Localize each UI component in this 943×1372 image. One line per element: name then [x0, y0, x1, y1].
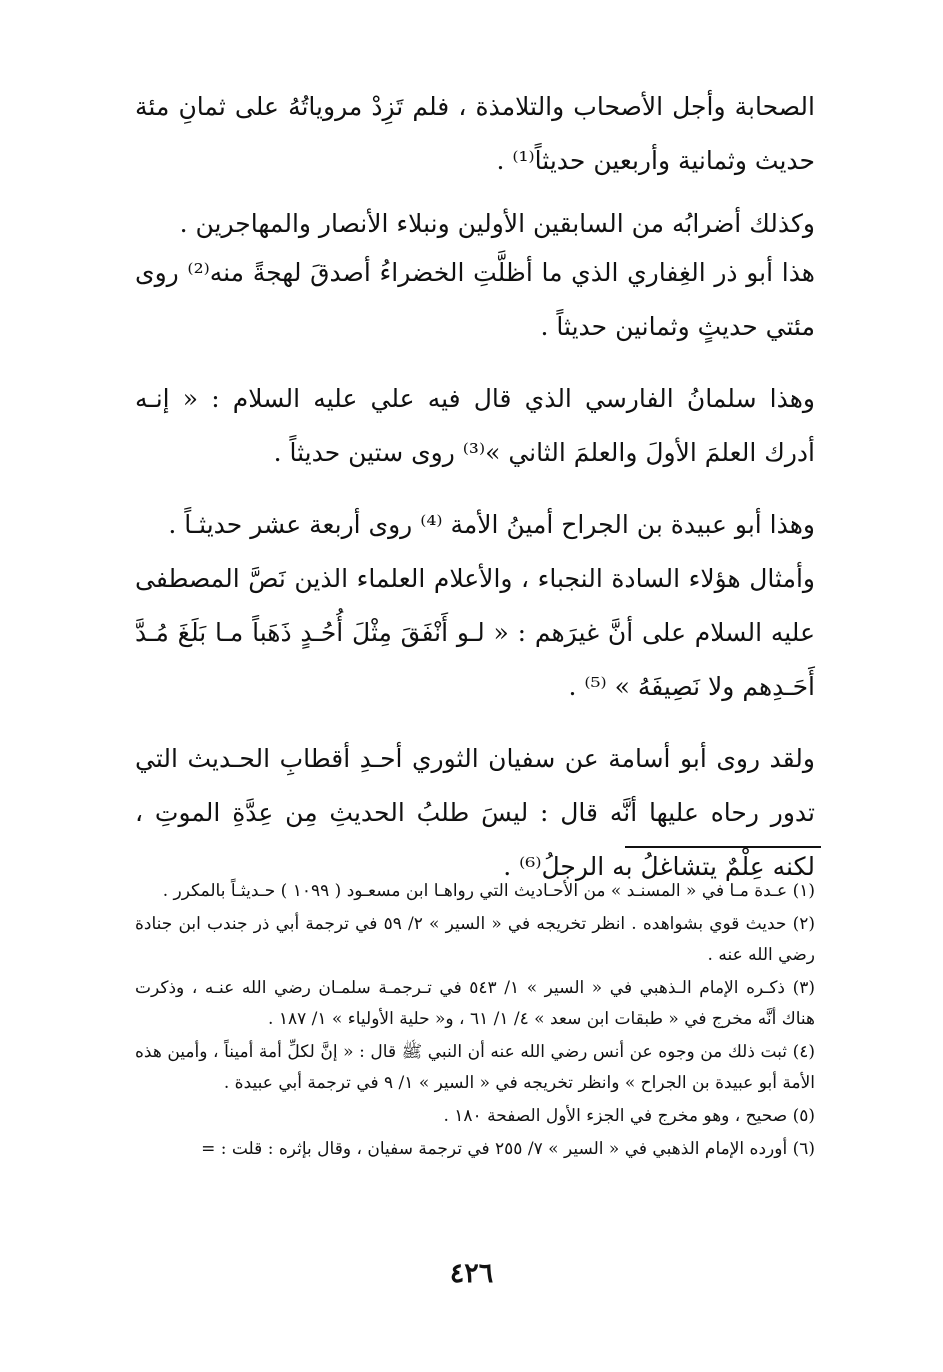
paragraph-abu-ubayda: وهذا أبو عبيدة بن الجراح أمينُ الأمة ⁽⁴⁾ روى أربعة عشر حديثـاً .: [168, 510, 815, 539]
footnote-3: (٣) ذكـره الإمام الـذهبي في « السير » ١/ ٥٤٣ في تـرجمـة سلمـان رضي الله عنـه ، وذكرت هناك أنَّه مخرج في « طبقات ابن سعد » ٤/ ١/ ٦١ ، و« حلية الأولياء » ١/ ١٨٧ .: [135, 978, 815, 1029]
footnote-6: (٦) أورده الإمام الذهبي في « السير » ٧/ ٢٥٥ في ترجمة سفيان ، وقال بإثره : قلت : =: [201, 1139, 815, 1159]
paragraph-salman: وهذا سلمانُ الفارسي الذي قال فيه علي عليه السلام : « إنـه أدرك العلمَ الأولَ والعلمَ الثاني »⁽³⁾ روى ستين حديثاً .: [135, 384, 815, 467]
paragraph-noble-companions: وأمثال هؤلاء السادة النجباء ، والأعلام العلماء الذين نَصَّ المصطفى عليه السلام على أنَّ غيرَهم : « لـو أَنْفَقَ مِثْلَ أُحُـدٍ ذَهَباً مـا بَلَغَ مُـدَّ أَحَـدِهم ولا نَصِيفَهُ » ⁽⁵⁾ .: [135, 564, 815, 701]
paragraph-companions-narrations: الصحابة وأجل الأصحاب والتلامذة ، فلم تَزِدْ مروياتُهُ على ثمانِ مئة حديث وثمانية وأربعين حديثاً⁽¹⁾ .: [135, 92, 815, 175]
paragraph-sufyan-thawri: ولقد روى أبو أسامة عن سفيان الثوري أحـدِ أقطابِ الحـديث التي تدور رحاه عليها أنَّه قال : ليسَ طلبُ الحديثِ مِن عِدَّةِ الموتِ ، لكنه عِلْمٌ يتشاغلُ به الرجلُ⁽⁶⁾ .: [135, 744, 815, 881]
main-text: [135, 80, 815, 894]
footnote-5: (٥) صحيح ، وهو مخرج في الجزء الأول الصفحة ١٨٠ .: [443, 1106, 815, 1126]
paragraph-early-muslims: وكذلك أضرابُه من السابقين الأولين ونبلاء الأنصار والمهاجرين .: [179, 209, 815, 238]
footnotes: [135, 876, 815, 1167]
page-number: ٤٢٦: [449, 1258, 494, 1289]
footnote-1: (١) عـدة مـا في « المسنـد » من الأحـاديث التي رواهـا ابن مسعـود ( ١٠٩٩ ) حـديثـاً بالمكرر .: [162, 881, 815, 901]
footnote-2: (٢) حديث قوي بشواهده . انظر تخريجه في « السير » ٢/ ٥٩ في ترجمة أبي ذر جندب ابن جنادة رضي الله عنه .: [135, 914, 816, 965]
footnote-separator: [625, 846, 821, 848]
footnote-4: (٤) ثبت ذلك من وجوه عن أنس رضي الله عنه أن النبي ﷺ قال : « إنَّ لكلِّ أمة أميناً ، وأمين هذه الأمة أبو عبيدة بن الجراح » وانظر تخريجه في « السير » ١/ ٩ في ترجمة أبي عبيدة .: [135, 1042, 815, 1093]
paragraph-abu-dharr: هذا أبو ذر الغِفاري الذي ما أظلَّتِ الخضراءُ أصدقَ لهجةً منه⁽²⁾ روى مئتي حديثٍ وثمانين حديثاً .: [135, 258, 815, 341]
